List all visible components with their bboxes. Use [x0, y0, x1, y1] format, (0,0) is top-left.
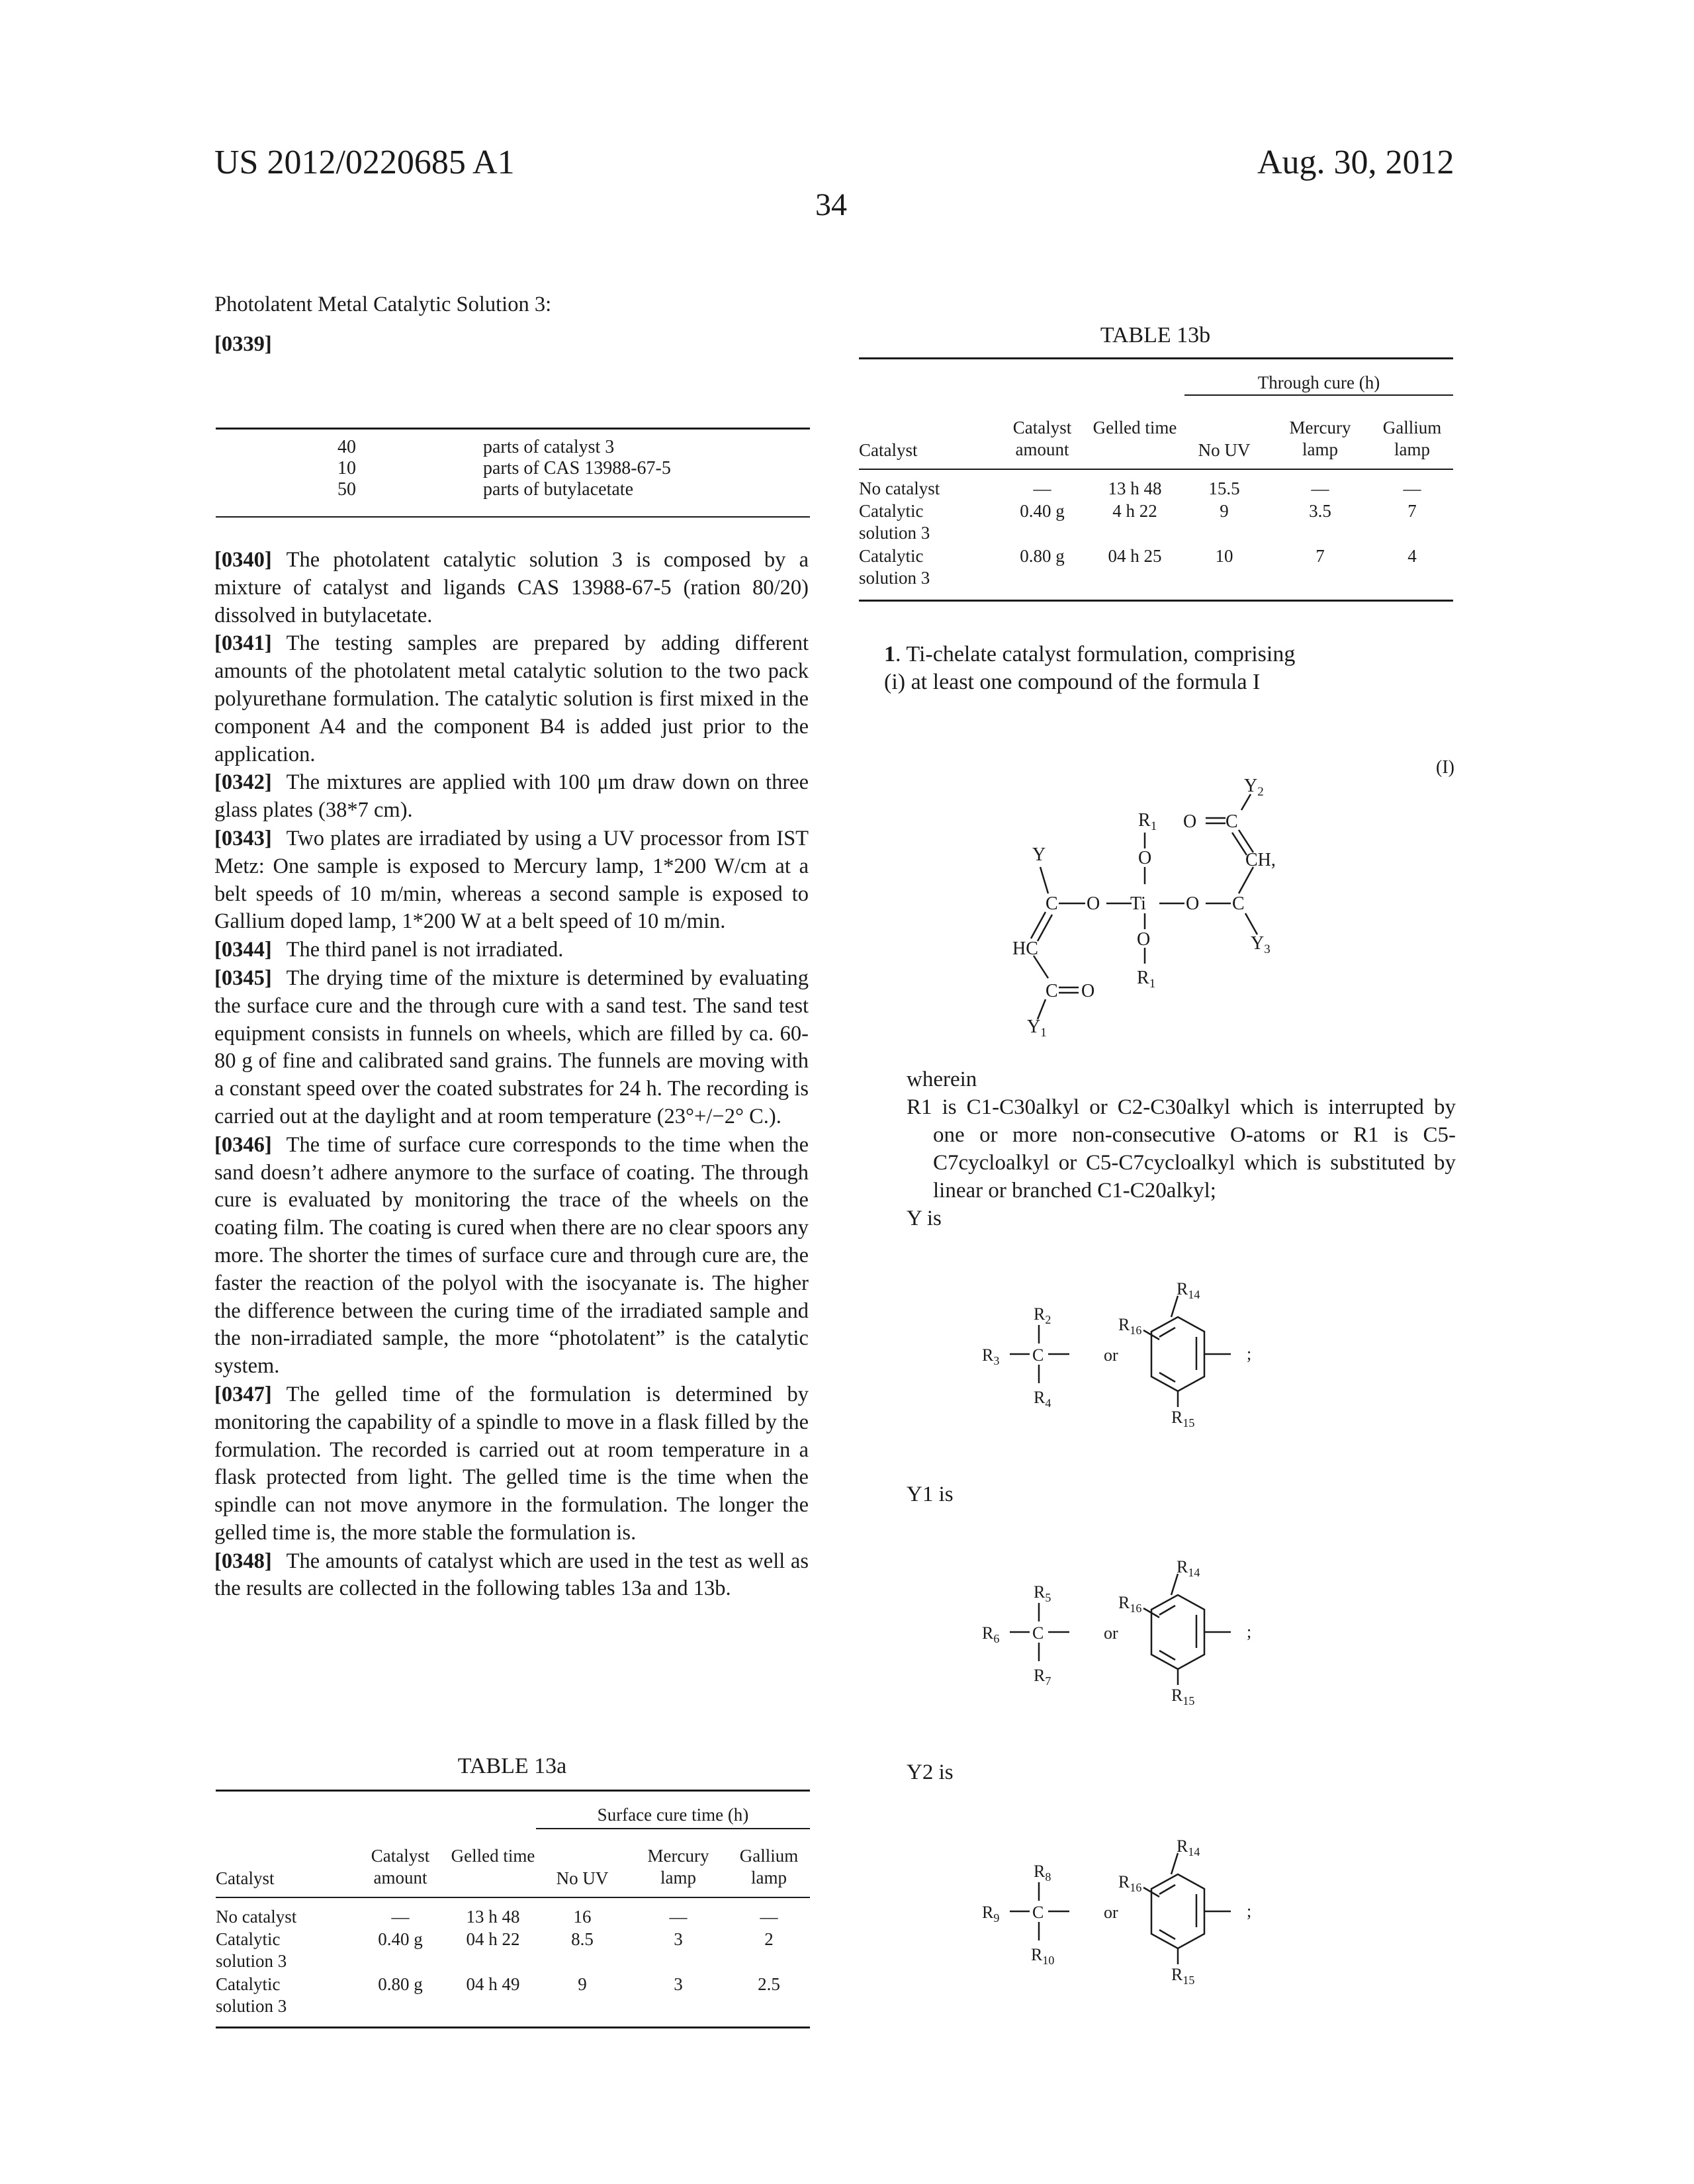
table-13a-cell-mercury: —	[635, 1906, 721, 1928]
y-is-label: Y is	[907, 1205, 1456, 1232]
formula-i-structure	[993, 768, 1310, 1032]
table-13b-cell-gallium: —	[1371, 478, 1453, 500]
y2-r14: R14	[1177, 1837, 1200, 1858]
table-13b-cell-catalyst: Catalytic solution 3	[859, 545, 971, 589]
y-semicolon: ;	[1247, 1344, 1251, 1363]
table-13b-cell-amount: 0.40 g	[996, 500, 1089, 522]
solution-title: Photolatent Metal Catalytic Solution 3:	[214, 291, 809, 319]
table-13a-cell-nouv: 16	[543, 1906, 622, 1928]
formula-r1-top: R1	[1138, 810, 1157, 833]
paragraph-text: The amounts of catalyst which are used in the test as well as the results are collected in the following tables 13a and 13b.	[214, 1549, 809, 1601]
composition-rule-top	[216, 428, 810, 430]
y-r16: R16	[1118, 1315, 1141, 1337]
y-r2: R2	[1034, 1304, 1051, 1326]
paragraph-text: The third panel is not irradiated.	[287, 938, 564, 962]
table-13b-cell-catalyst: Catalytic solution 3	[859, 500, 971, 544]
table-13a-rule-bottom	[216, 2026, 810, 2028]
table-13a-cell-amount: —	[357, 1906, 443, 1928]
formula-c-upper: C	[1226, 811, 1238, 832]
y1-c: C	[1032, 1623, 1044, 1643]
y1-semicolon: ;	[1247, 1622, 1251, 1641]
composition-rule-bottom	[216, 516, 810, 518]
composition-amount: 40	[337, 437, 356, 458]
y1-r14: R14	[1177, 1557, 1200, 1579]
paragraph-number: [0348]	[214, 1549, 272, 1573]
paragraph	[214, 630, 809, 768]
paragraph-text: The testing samples are prepared by adding different amounts of the photolatent metal catalytic solution to the two pack polyurethane formulation. The catalytic solution is first mixed in the component A4 and the component B4 is added just prior to the application.	[214, 631, 809, 766]
composition-amount: 50	[337, 479, 356, 500]
paragraph	[214, 547, 809, 629]
table-13b-header-nouv: No UV	[1184, 439, 1264, 461]
table-13b-group-rule	[1184, 394, 1453, 396]
publication-date: Aug. 30, 2012	[1257, 143, 1454, 182]
composition-amounts	[337, 437, 356, 500]
table-13b-header-gallium: Gallium lamp	[1371, 417, 1453, 461]
table-13b-header-amount: Catalyst amount	[996, 417, 1089, 461]
table-13a-cell-nouv: 8.5	[543, 1929, 622, 1950]
table-13a-cell-gallium: 2	[728, 1929, 810, 1950]
table-13a-cell-catalyst: No catalyst	[216, 1906, 348, 1928]
definitions	[907, 1066, 1456, 1232]
table-13b-cell-gelled: 04 h 25	[1092, 545, 1178, 567]
y2-or: or	[1104, 1903, 1118, 1922]
paragraph-text: The drying time of the mixture is determined by evaluating the surface cure and the through cure with a sand test. The sand test equipment consists in funnels on wheels, which are filled by ca. 60-80 g of fine and calibrated sand grains. The funnels are moving with a constant speed over the coated substrates for 24 h. The recording is carried out at the daylight and at room temperature (23°+/−2° C.).	[214, 966, 809, 1128]
formula-hc: HC	[1012, 938, 1038, 959]
composition-descriptions	[483, 437, 671, 500]
table-13a-cell-gelled: 04 h 49	[450, 1974, 536, 1995]
wherein-label: wherein	[907, 1066, 1456, 1093]
paragraph-text: The time of surface cure corresponds to the time when the sand doesn’t adhere anymore to the surface of coating. The through cure is evaluated by monitoring the trace of the wheels on the coating film. The coating is cured when there are no clear spoors any more. The shorter the times of surface cure and through cure are, the faster the reaction of the polyol with the isocyanate is. The higher the difference between the curing time of the irradiated sample and the non-irradiated sample, the more “photolatent” is the catalytic system.	[214, 1133, 809, 1378]
table-13b-title: TABLE 13b	[858, 323, 1453, 348]
table-13a-title: TABLE 13a	[214, 1754, 810, 1779]
y1-is-label: Y1 is	[907, 1482, 954, 1507]
table-13a-group-rule	[536, 1828, 810, 1829]
table-13b-cell-nouv: 10	[1184, 545, 1264, 567]
claim-line-1: . Ti-chelate catalyst formulation, comprising	[895, 642, 1295, 666]
table-13b-cell-gelled: 13 h 48	[1092, 478, 1178, 500]
paragraph-text: The mixtures are applied with 100 μm draw down on three glass plates (38*7 cm).	[214, 770, 809, 822]
formula-o-left: O	[1087, 893, 1100, 914]
paragraph-number: [0343]	[214, 827, 272, 850]
table-13b-rule-bottom	[859, 600, 1453, 602]
page-number: 34	[815, 187, 847, 223]
table-13b-cell-nouv: 15.5	[1184, 478, 1264, 500]
y2-r9: R9	[982, 1903, 999, 1925]
table-13a-header-gelled: Gelled time	[450, 1845, 536, 1867]
table-13a-cell-nouv: 9	[543, 1974, 622, 1995]
table-13b-cell-amount: 0.80 g	[996, 545, 1089, 567]
paragraph	[214, 1381, 809, 1547]
paragraph-number: [0342]	[214, 770, 272, 794]
paragraph-number: [0344]	[214, 938, 272, 962]
claim-line-2: (i) at least one compound of the formula I	[884, 668, 1295, 696]
y-r15: R15	[1171, 1408, 1194, 1430]
r1-definition: R1 is C1-C30alkyl or C2-C30alkyl which is interrupted by one or more non-consecutive O-atoms or R1 is C5-C7cycloalkyl or C5-C7cycloalkyl which is substituted by linear or branched C1-C20alkyl;	[907, 1093, 1456, 1205]
paragraph	[214, 769, 809, 825]
table-13a-cell-catalyst: Catalytic solution 3	[216, 1929, 328, 1972]
table-13a-cell-catalyst: Catalytic solution 3	[216, 1974, 328, 2017]
y2-r10: R10	[1031, 1945, 1054, 1967]
y1-r15: R15	[1171, 1686, 1194, 1707]
y2-is-label: Y2 is	[907, 1760, 954, 1785]
table-13b-cell-nouv: 9	[1184, 500, 1264, 522]
y2-c: C	[1032, 1903, 1044, 1922]
formula-o-top: O	[1138, 848, 1151, 868]
table-13b-cell-mercury: 3.5	[1277, 500, 1363, 522]
table-13b-cell-catalyst: No catalyst	[859, 478, 991, 500]
table-13a-rule-mid	[216, 1897, 810, 1898]
claim-number: 1	[884, 642, 895, 666]
formula-y2: Y2	[1244, 776, 1264, 799]
formula-ti: Ti	[1130, 893, 1146, 914]
formula-r1-bottom: R1	[1137, 968, 1155, 991]
y1-structure	[966, 1569, 1337, 1727]
left-column	[214, 291, 809, 359]
table-13b-cell-gallium: 7	[1371, 500, 1453, 522]
formula-c-right: C	[1232, 893, 1245, 914]
table-13a-group-header: Surface cure time (h)	[536, 1804, 810, 1826]
table-13a-header-mercury: Mercury lamp	[635, 1845, 721, 1889]
paragraph-number: [0345]	[214, 966, 272, 990]
table-13a-header-amount: Catalyst amount	[357, 1845, 443, 1889]
paragraph	[214, 825, 809, 936]
formula-o-lower: O	[1081, 981, 1094, 1001]
table-13a-cell-gallium: —	[728, 1906, 810, 1928]
table-13b-cell-mercury: 7	[1277, 545, 1363, 567]
table-13a-header-nouv: No UV	[543, 1868, 622, 1889]
formula-ch: CH,	[1245, 850, 1276, 870]
table-13a-cell-gallium: 2.5	[728, 1974, 810, 1995]
table-13a-header-catalyst: Catalyst	[216, 1868, 275, 1889]
para-0339: [0339]	[214, 331, 809, 359]
formula-label: (I)	[1436, 757, 1454, 778]
paragraph-number: [0340]	[214, 548, 272, 572]
y2-semicolon: ;	[1247, 1901, 1251, 1921]
formula-y1: Y1	[1027, 1017, 1047, 1040]
table-13b-header-mercury: Mercury lamp	[1277, 417, 1363, 461]
formula-c-lower: C	[1046, 981, 1058, 1001]
table-13b-cell-gallium: 4	[1371, 545, 1453, 567]
y-r14: R14	[1177, 1279, 1200, 1301]
table-13a-cell-amount: 0.80 g	[357, 1974, 443, 1995]
table-13b-rule-top	[859, 357, 1453, 359]
formula-y3: Y3	[1251, 933, 1270, 956]
table-13b-group-header: Through cure (h)	[1184, 372, 1453, 394]
formula-y: Y	[1032, 844, 1046, 865]
y1-or: or	[1104, 1623, 1118, 1643]
table-13a-cell-amount: 0.40 g	[357, 1929, 443, 1950]
paragraph-number: [0347]	[214, 1383, 272, 1406]
y-structure	[966, 1291, 1337, 1449]
table-13b-cell-mercury: —	[1277, 478, 1363, 500]
table-13a-cell-mercury: 3	[635, 1974, 721, 1995]
paragraph	[214, 1548, 809, 1604]
y-c: C	[1032, 1345, 1044, 1365]
patent-number: US 2012/0220685 A1	[214, 143, 515, 182]
table-13a-cell-gelled: 04 h 22	[450, 1929, 536, 1950]
paragraph-number: [0341]	[214, 631, 272, 655]
table-13a-rule-top	[216, 1790, 810, 1792]
table-13b-cell-amount: —	[996, 478, 1089, 500]
y2-r15: R15	[1171, 1965, 1194, 1987]
paragraph-text: The gelled time of the formulation is determined by monitoring the capability of a spindle to move in a flask filled by the formulation. The recorded is carried out at room temperature in a flask protected from light. The gelled time is the time when the spindle can not move anymore in the formulation. The longer the gelled time is, the more stable the formulation is.	[214, 1383, 809, 1545]
table-13b-cell-gelled: 4 h 22	[1092, 500, 1178, 522]
paragraph	[214, 1132, 809, 1381]
paragraph-text: The photolatent catalytic solution 3 is composed by a mixture of catalyst and ligands CAS 13988-67-5 (ration 80/20) dissolved in butylacetate.	[214, 548, 809, 627]
table-13a-cell-gelled: 13 h 48	[450, 1906, 536, 1928]
y-r3: R3	[982, 1345, 999, 1367]
table-13b-rule-mid	[859, 469, 1453, 470]
composition-desc: parts of catalyst 3	[483, 437, 671, 458]
formula-o-bottom: O	[1137, 929, 1150, 950]
formula-o-right: O	[1186, 893, 1199, 914]
y1-r7: R7	[1034, 1666, 1051, 1688]
paragraph	[214, 965, 809, 1131]
y2-r8: R8	[1034, 1862, 1051, 1884]
y2-r16: R16	[1118, 1872, 1141, 1894]
y2-structure	[966, 1848, 1337, 2007]
paragraph-number: [0346]	[214, 1133, 272, 1157]
composition-amount: 10	[337, 458, 356, 479]
y-r4: R4	[1034, 1388, 1051, 1410]
y1-r16: R16	[1118, 1593, 1141, 1615]
composition-desc: parts of CAS 13988-67-5	[483, 458, 671, 479]
formula-c-left: C	[1046, 893, 1058, 914]
paragraph-text: Two plates are irradiated by using a UV processor from IST Metz: One sample is exposed to Mercury lamp, 1*200 W/cm at a belt speeds of 10 m/min, whereas a second sample is exposed to Gallium doped lamp, 1*200 W at a belt speed of 10 m/min.	[214, 827, 809, 933]
claim-1	[884, 641, 1295, 696]
paragraph	[214, 936, 809, 964]
y1-r6: R6	[982, 1623, 999, 1645]
composition-desc: parts of butylacetate	[483, 479, 671, 500]
table-13b-header-gelled: Gelled time	[1092, 417, 1178, 439]
table-13a-cell-mercury: 3	[635, 1929, 721, 1950]
formula-o-upper: O	[1183, 811, 1196, 832]
table-13b-header-catalyst: Catalyst	[859, 439, 918, 461]
y1-r5: R5	[1034, 1582, 1051, 1604]
y-or: or	[1104, 1345, 1118, 1365]
table-13a-header-gallium: Gallium lamp	[728, 1845, 810, 1889]
left-paragraphs	[214, 547, 809, 1604]
